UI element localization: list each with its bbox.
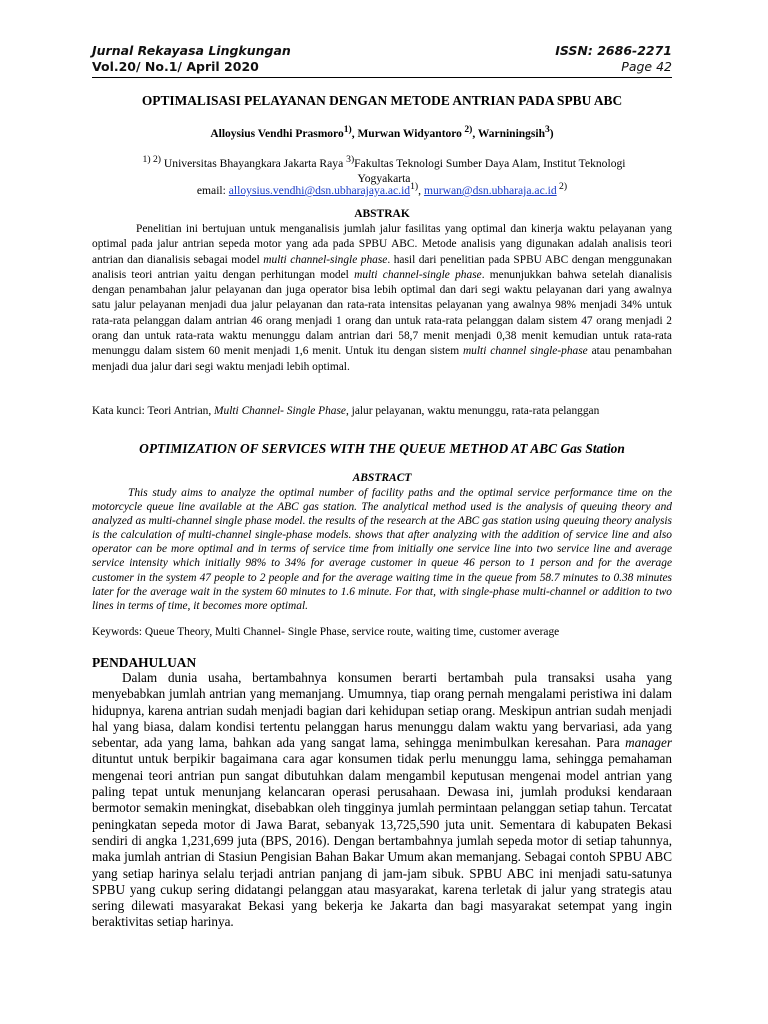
- kata-kunci-rest: , jalur pelayanan, waktu menunggu, rata-rata pelanggan: [345, 405, 600, 417]
- author-name: Alloysius Vendhi Prasmoro: [210, 127, 344, 140]
- abstract-text: This study aims to analyze the optimal number of facility paths and the optimal service performance time on the motorcycle queue line available at the ABC gas station. The analytical method used is the analysis of queuing theory and analyzed as multi-channel single phase model. the results of the research at the ABC gas station using queuing theory analysis is the calculation of multi-channel single-phase models. shows that after analyzing with the addition of service line and also operator can be more optimal and in terms of service time from initially one service line into two service line and average service intensity which initially 98% to 34% for average customer in queue 46 person to 1 person and for the average customer in the system 47 people to 2 people and for the average waiting time in the queue from 58.7 minutes to 0.38 minutes later for the average wait in the system 60 minutes to 1.6 minute. For that, with single-phase multi-channel or addition to two lines in terms of time, it becomes more optimal.: [92, 487, 672, 612]
- affil-mark: 1) 2): [142, 154, 161, 165]
- kata-kunci-italic: Multi Channel- Single Phase: [214, 405, 346, 417]
- abstrak-run: atau penambahan menjadi dua jalur dari segi waktu menjadi lebih optimal.: [92, 345, 672, 373]
- volume-info: Vol.20/ No.1/ April 2020: [92, 59, 259, 74]
- author-affil-mark: 2): [461, 124, 473, 135]
- email-separator: ,: [418, 183, 424, 197]
- abstract-heading: ABSTRACT: [352, 472, 412, 484]
- abstrak-italic: multi channel-single phase: [354, 268, 482, 281]
- author-affil-mark: 3: [544, 124, 550, 135]
- affil-text: Fakultas Teknologi Sumber Daya Alam, Institut Teknologi Yogyakarta: [354, 156, 626, 185]
- abstrak-run: . menunjukkan bahwa setelah dianalisis dengan penambahan jalur pelayanan dan juga operator bisa lebih optimal dan dari segi waktu pelayanan dari yang awalnya satu jalur pelayanan menjadi dua jalur pelayanan dan rata-rata intensitas pelayanan yang awalnya 98% menjadi 34% untuk rata-rata pelanggan dalam antrian 46 orang menjadi 1 orang dan untuk rata-rata pelanggan dalam sistem 47 orang menjadi 2 orang dan untuk rata-rata waktu menunggu dalam antrian dari 58,7 menit menjadi 0,38 menit kemudian untuk rata-rata menunggu dalam sistem 60 menit menjadi 1,6 menit. Untuk itu dengan sistem: [92, 268, 672, 358]
- header-rule: [92, 77, 672, 78]
- author-name: Warniningsih: [477, 127, 545, 140]
- section-heading: PENDAHULUAN: [92, 655, 197, 670]
- abstrak-run: Penelitian ini bertujuan untuk menganalisis jumlah jalur fasilitas yang optimal dan kinerja waktu pelayanan yang optimal pada jalur antrian sepeda motor yang ada pada SPBU ABC. Metode analisis yang digunakan adalah analisis teori antrian dan dianalisis sebagai model: [92, 223, 672, 266]
- email-line: [92, 181, 672, 197]
- author-separator: ,: [351, 127, 358, 140]
- email-label: email:: [196, 183, 229, 197]
- email-mark: 1): [410, 181, 419, 192]
- journal-name: Jurnal Rekayasa Lingkungan: [92, 43, 291, 58]
- email-link-1[interactable]: alloysius.vendhi@dsn.ubharajaya.ac.id: [228, 183, 411, 197]
- affil-mark: 3): [346, 154, 355, 165]
- abstrak-heading: ABSTRAK: [354, 208, 410, 220]
- kata-kunci-label: Kata kunci: Teori Antrian,: [92, 405, 215, 417]
- author-name: Murwan Widyantoro: [357, 127, 462, 140]
- running-header-top: [92, 43, 672, 58]
- abstrak-text: [92, 222, 672, 375]
- affil-text: Universitas Bhayangkara Jakarta Raya: [161, 156, 347, 170]
- email-mark: 2): [556, 181, 568, 192]
- body-italic: manager: [625, 735, 672, 751]
- author-separator: ): [549, 127, 554, 140]
- email-link-2[interactable]: murwan@dsn.ubharaja.ac.id: [423, 183, 557, 197]
- abstrak-run: . hasil dari penelitian pada SPBU ABC dengan menggunakan analisis teori antrian yaitu dengan perhitungan model: [92, 253, 672, 281]
- page-number: Page 42: [621, 59, 672, 74]
- issn: ISSN: 2686-2271: [555, 43, 672, 58]
- body-run: dituntut untuk berpikir bagaimana cara agar konsumen tidak perlu menunggu lama, sehingga pemahaman mengenai teori antrian pun sangat dibutuhkan dalam mengambil keputusan mengenai model antrian yang paling tepat untuk menunjang kelancaran operasi perusahaan. Dewasa ini, jumlah produksi kendaraan bermotor semakin meningkat, disebabkan oleh tingginya jumlah permintaan pelanggan setiap tahun. Tercatat peningkatan sepeda motor di Jawa Barat, sebanyak 13,725,590 juta unit. Sementara di kabupaten Bekasi sendiri di angka 1,231,699 juta (BPS, 2016). Dengan bertambahnya jumlah sepeda motor di setiap tahunnya, maka jumlah antrian di Stasiun Pengisian Bahan Bakar Umum akan memanjang. Sebagai contoh SPBU ABC yang setiap harinya selalu terjadi antrian panjang di jam-jam sibuk. SPBU ABC ini menjadi satu-satunya SPBU yang cukup sering didatangi pelanggan atau masyarakat, karena terletak di jalur yang strategis atau sering dilewati masyarakat Bekasi yang bekerja ke Jakarta dan bagi masyarakat setempat yang ingin beraktivitas setiap harinya.: [92, 751, 672, 930]
- english-title: OPTIMIZATION OF SERVICES WITH THE QUEUE METHOD AT ABC Gas Station: [139, 441, 625, 456]
- kata-kunci: [92, 405, 672, 417]
- abstrak-italic: multi channel single-phase: [462, 345, 588, 358]
- keywords: Keywords: Queue Theory, Multi Channel- Single Phase, service route, waiting time, customer average: [92, 626, 560, 638]
- abstrak-italic: multi channel-single phase: [263, 253, 388, 266]
- author-separator: ,: [472, 127, 478, 140]
- running-header-bottom: [92, 59, 672, 74]
- author-affil-mark: 1): [343, 124, 352, 135]
- body-paragraph: [92, 670, 672, 931]
- body-run: Dalam dunia usaha, bertambahnya konsumen berarti bertambah pula transaksi usaha yang menyebabkan jumlah antrian yang memanjang. Umumnya, tiap orang pernah mengalami peristiwa ini dalam hidupnya, karena antrian sudah menjadi bagian dari kehidupan setiap orang. Meskipun antrian sudah menjadi hal yang biasa, dalam kondisi tertentu pelanggan harus menunggu dalam waktu yang bervariasi, ada yang sebentar, ada yang lama, bahkan ada yang sangat lama, sehingga menimbulkan keresahan. Para: [92, 670, 672, 751]
- author-list: [92, 124, 672, 140]
- paper-title: OPTIMALISASI PELAYANAN DENGAN METODE ANTRIAN PADA SPBU ABC: [141, 93, 623, 108]
